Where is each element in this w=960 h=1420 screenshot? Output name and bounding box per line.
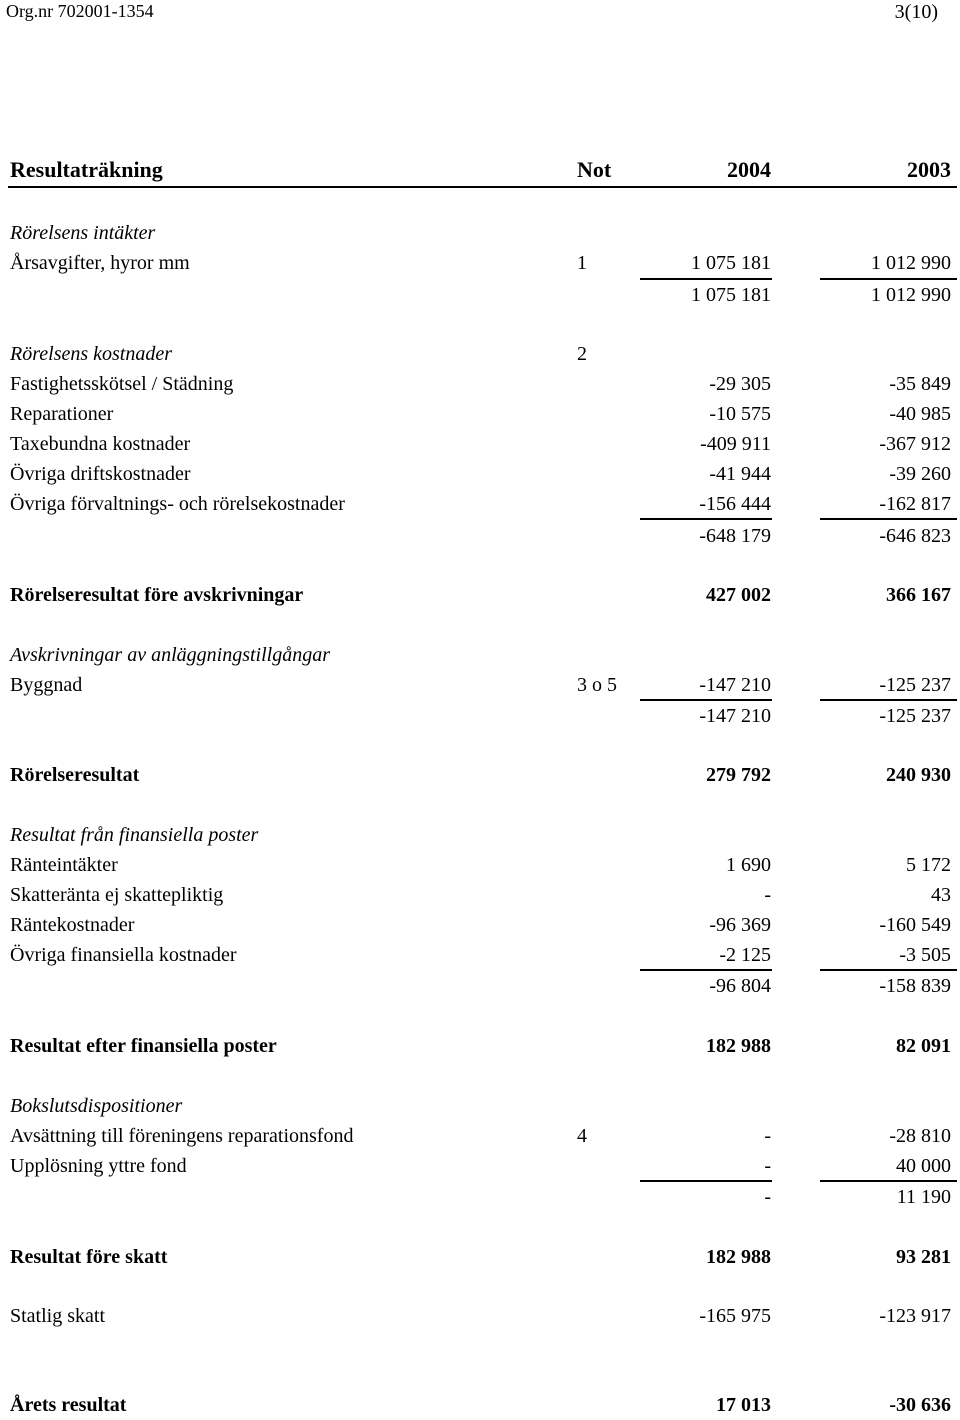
value-2004: 1 690 [726,854,771,876]
table-row [0,1121,960,1151]
value-2003: -162 817 [879,493,951,515]
row-label: Upplösning yttre fond [10,1155,187,1177]
value-2003: -40 985 [889,403,951,425]
org-number: Org.nr 702001-1354 [6,1,154,21]
table-row [0,429,960,459]
value-2004: -165 975 [699,1305,771,1327]
value-2004: 182 988 [706,1035,771,1057]
note-ref: 4 [577,1125,587,1147]
value-2003: 93 281 [896,1246,951,1268]
row-label: Övriga förvaltnings- och rörelsekostnader [10,493,345,515]
total-row [0,760,960,790]
value-2004: -29 305 [709,373,771,395]
row-label: Taxebundna kostnader [10,433,191,455]
value-2004: -96 804 [709,975,771,997]
value-2004: 427 002 [706,584,771,606]
row-label: Övriga finansiella kostnader [10,944,237,966]
subtotal-rule [640,518,772,520]
value-2004: -147 210 [699,705,771,727]
row-label: Bokslutsdispositioner [10,1095,183,1117]
row-label: Avsättning till föreningens reparationsfond [10,1125,354,1147]
row-label: Övriga driftskostnader [10,463,191,485]
value-2004: 182 988 [706,1246,771,1268]
row-label: Resultat från finansiella poster [10,824,259,846]
value-2004: 1 075 181 [691,284,771,306]
value-2003: -35 849 [889,373,951,395]
value-2003: 5 172 [906,854,951,876]
subtotal-row [0,701,960,731]
value-2003: -3 505 [899,944,951,966]
value-2003: 40 000 [896,1155,951,1177]
table-row [0,1301,960,1331]
table-row [0,369,960,399]
value-2003: 82 091 [896,1035,951,1057]
table-row [0,910,960,940]
note-ref: 3 o 5 [577,674,617,696]
value-2004: -156 444 [699,493,771,515]
value-2003: -30 636 [889,1394,951,1416]
value-2004: 279 792 [706,764,771,786]
table-row [0,489,960,519]
table-row [0,399,960,429]
row-label: Avskrivningar av anläggningstillgångar [10,644,330,666]
header-rule [8,186,957,188]
value-2003: -160 549 [879,914,951,936]
value-2004: -409 911 [700,433,771,455]
value-2003: 43 [931,884,951,906]
value-2004: -41 944 [709,463,771,485]
value-2004: 17 013 [716,1394,771,1416]
value-2004: -96 369 [709,914,771,936]
total-row [0,580,960,610]
total-row [0,1031,960,1061]
table-row [0,459,960,489]
note-ref: 1 [577,252,587,274]
row-label: Årsavgifter, hyror mm [10,252,190,274]
value-2004: - [764,1125,771,1147]
table-row [0,248,960,278]
table-row [0,850,960,880]
column-header-2004: 2004 [727,157,771,182]
row-label: Resultat efter finansiella poster [10,1035,277,1057]
value-2003: -123 917 [879,1305,951,1327]
value-2003: 1 012 990 [871,284,951,306]
row-label: Byggnad [10,674,83,696]
value-2003: -28 810 [889,1125,951,1147]
value-2003: 240 930 [886,764,951,786]
value-2004: -10 575 [709,403,771,425]
subtotal-row [0,1182,960,1212]
row-label: Reparationer [10,403,114,425]
section-heading [0,218,960,248]
section-heading [0,339,960,369]
section-heading [0,640,960,670]
value-2004: - [764,1186,771,1208]
row-label: Rörelsens intäkter [10,222,156,244]
statement-title: Resultaträkning [10,157,163,182]
value-2003: 11 190 [896,1186,951,1208]
value-2003: 366 167 [886,584,951,606]
table-row [0,880,960,910]
subtotal-row [0,280,960,310]
row-label: Rörelsens kostnader [10,343,173,365]
subtotal-rule [820,518,957,520]
value-2003: 1 012 990 [871,252,951,274]
row-label: Skatteränta ej skattepliktig [10,884,224,906]
table-header-row [0,155,960,185]
table-row [0,670,960,700]
row-label: Räntekostnader [10,914,135,936]
note-ref: 2 [577,343,587,365]
value-2004: -2 125 [719,944,771,966]
row-label: Årets resultat [10,1394,127,1416]
value-2004: - [764,1155,771,1177]
value-2003: -39 260 [889,463,951,485]
row-label: Resultat före skatt [10,1246,168,1268]
section-heading [0,820,960,850]
section-heading [0,1091,960,1121]
total-row [0,1242,960,1272]
row-label: Rörelseresultat före avskrivningar [10,584,304,606]
value-2003: -367 912 [879,433,951,455]
value-2004: 1 075 181 [691,252,771,274]
page-header [0,0,960,30]
row-label: Ränteintäkter [10,854,118,876]
subtotal-row [0,971,960,1001]
value-2003: -646 823 [879,525,951,547]
value-2004: -147 210 [699,674,771,696]
row-label: Rörelseresultat [10,764,140,786]
subtotal-row [0,521,960,551]
value-2004: - [764,884,771,906]
column-header-2003: 2003 [907,157,951,182]
value-2004: -648 179 [699,525,771,547]
table-row [0,940,960,970]
row-label: Statlig skatt [10,1305,105,1327]
value-2003: -125 237 [879,705,951,727]
value-2003: -125 237 [879,674,951,696]
page-number: 3(10) [894,1,938,23]
column-header-note: Not [577,157,612,182]
row-label: Fastighetsskötsel / Städning [10,373,234,395]
table-row [0,1151,960,1181]
value-2003: -158 839 [879,975,951,997]
